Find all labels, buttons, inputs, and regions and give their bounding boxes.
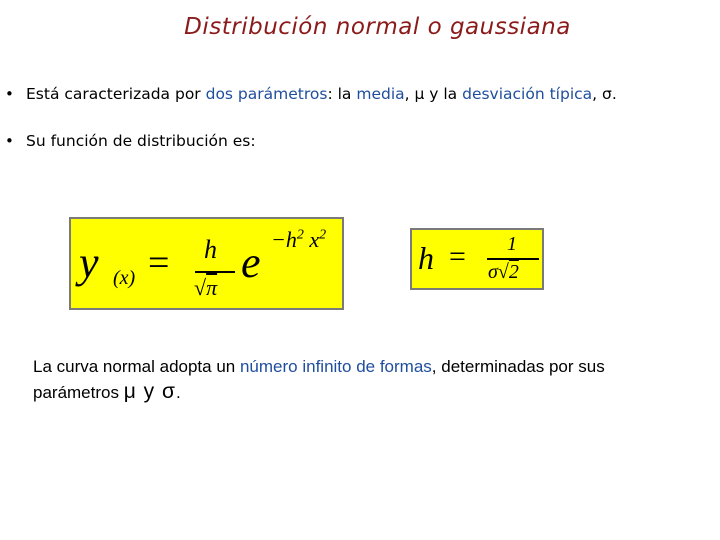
sigma-symbol: σ: [488, 261, 498, 283]
sqrt-symbol: √: [497, 261, 509, 283]
bullet-function: [5, 132, 256, 150]
bullet-text: , μ y la: [404, 85, 463, 103]
formula-e: e: [241, 238, 261, 287]
exp-x-power: 2: [319, 227, 327, 243]
caption-part: , determinadas por sus parámetros: [33, 357, 605, 402]
exp-h: h: [285, 227, 297, 252]
formula-numerator: 1: [507, 233, 517, 255]
bullet-text: Está caracterizada por: [26, 85, 206, 103]
bullet-text: Su función de distribución es:: [26, 132, 256, 150]
formula-y-subscript: (x): [113, 267, 136, 289]
caption-greek-params: μ y σ: [123, 380, 176, 403]
formula-exponent: [271, 227, 326, 253]
pi-symbol: π: [206, 275, 218, 300]
formula-numerator: h: [204, 235, 217, 264]
caption-text: [33, 354, 693, 405]
caption-part: La curva normal adopta un: [33, 357, 240, 376]
formula-y: y: [79, 238, 99, 287]
bullet-parameters: [5, 85, 617, 103]
fraction-bar: [195, 271, 235, 273]
density-formula-box: [69, 217, 344, 310]
fraction-bar: [487, 258, 539, 260]
bullet-marker: •: [5, 132, 14, 150]
formula-equals: =: [449, 240, 466, 273]
exp-x: x: [309, 227, 320, 252]
formula-denominator: [488, 261, 519, 284]
exp-minus: −: [271, 227, 286, 252]
h-formula-box: [410, 228, 544, 290]
two-value: 2: [508, 261, 519, 283]
highlight-numero-infinito: número infinito de formas: [239, 357, 432, 376]
highlight-media: media: [356, 85, 405, 103]
sqrt-symbol: √: [194, 275, 207, 300]
exp-h-power: 2: [296, 227, 304, 243]
caption-part: .: [175, 383, 181, 402]
highlight-desviacion-tipica: desviación típica: [462, 85, 593, 103]
slide-title: Distribución normal o gaussiana: [184, 14, 571, 40]
formula-equals: =: [148, 242, 170, 284]
bullet-text: , σ.: [592, 85, 617, 103]
formula-h: h: [418, 240, 434, 276]
bullet-text: : la: [327, 85, 357, 103]
highlight-dos-parametros: dos parámetros: [205, 85, 328, 103]
formula-denominator: [194, 275, 217, 301]
bullet-marker: •: [5, 85, 14, 103]
